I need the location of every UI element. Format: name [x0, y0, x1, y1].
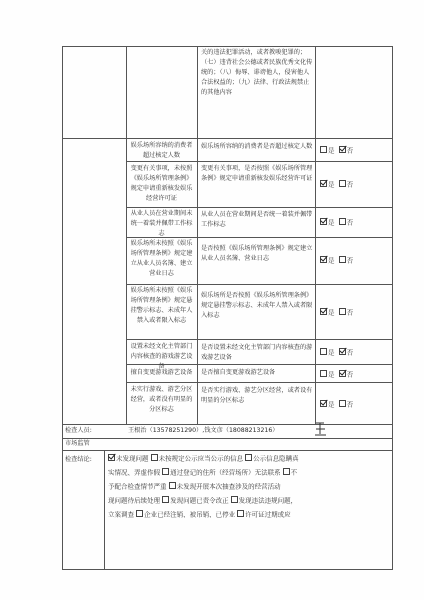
- row4-yes-box[interactable]: [320, 256, 327, 263]
- row2-no-label: 否: [346, 180, 354, 189]
- row6-options: [320, 348, 353, 357]
- opt-not-public-box[interactable]: [151, 454, 158, 461]
- signature-glyph: [314, 420, 328, 438]
- opt-no-cooperate-label: 不: [290, 468, 298, 477]
- conclusion-line5: [108, 510, 291, 519]
- line3-text: 予配合检查情节严重: [108, 482, 167, 491]
- opt-no-contact-box[interactable]: [162, 468, 169, 475]
- conclusion-line1: [108, 454, 299, 463]
- row8-item: 未实行游戏、游艺分区经营，或者没有明显的分区标志: [130, 386, 193, 413]
- row1-options: [320, 146, 353, 155]
- row2-yes-box[interactable]: [320, 180, 327, 187]
- row4-item: 娱乐场所未按照《娱乐场所管理条例》规定建立从业人员名簿、建立营业日志: [130, 240, 193, 277]
- opt-hide-label: 公示信息隐瞒真: [253, 454, 299, 463]
- row8-yes-box[interactable]: [320, 400, 327, 407]
- row8-content: 是否实行游戏、游艺分区经营，或者设有明显的分区标志: [201, 387, 313, 404]
- row7-options: [320, 370, 353, 379]
- row6-no-label: 否: [346, 348, 354, 357]
- row1-item: 娱乐场所容纳的消费者超过核定人数: [130, 142, 193, 159]
- opt-illegal-box[interactable]: [231, 496, 238, 503]
- opt-cancelled-box[interactable]: [136, 510, 143, 517]
- row5-yes-label: 是: [328, 308, 335, 317]
- opt-no-issue-box[interactable]: [108, 454, 115, 461]
- row3-item: 从业人员在营业期间未统一着装并佩带工作标志: [130, 210, 193, 237]
- row5-options: [320, 308, 353, 317]
- row8-no-box[interactable]: [339, 400, 346, 407]
- row7-yes-box[interactable]: [320, 370, 327, 377]
- row7-no-label: 否: [346, 370, 354, 379]
- row7-content: 是否擅自变更游戏游艺设备: [201, 369, 276, 376]
- row2-yes-label: 是: [328, 180, 335, 189]
- market-label: 市场监管: [65, 440, 90, 447]
- row3-yes-label: 是: [328, 218, 335, 227]
- opt-no-contact-label: 通过登记的住所（经营场所）无法联系: [170, 468, 281, 477]
- row1-no-box[interactable]: [339, 146, 346, 153]
- row8-yes-label: 是: [328, 400, 335, 409]
- row5-no-label: 否: [346, 308, 354, 317]
- row3-options: [320, 218, 353, 227]
- row3-no-label: 否: [346, 218, 354, 227]
- row8-no-label: 否: [346, 400, 354, 409]
- row6-content: 是否设置未经文化主管部门内容核查的游戏游艺设备: [201, 344, 313, 361]
- row2-content: 变更有关事项，是否按照《娱乐场所管理条例》规定申请重新核发娱乐经营许可证: [201, 165, 313, 182]
- row7-yes-label: 是: [328, 370, 335, 379]
- opt-cancelled-label: 企业已经注销、被吊销、已停业: [144, 510, 236, 519]
- row4-yes-label: 是: [328, 256, 335, 265]
- row4-options: [320, 256, 353, 265]
- row0-content: 关的违法犯罪活动，或者教唆犯罪的；（七）违背社会公德或者民族优秀文化传统的；（八）侮辱、诽谤他人，侵害他人合法权益的；（九）法律、行政法规禁止的其他内容: [201, 49, 313, 96]
- opt-corrected-label: 发现问题已责令改正: [170, 496, 229, 505]
- row3-no-box[interactable]: [339, 218, 346, 225]
- row4-no-box[interactable]: [339, 256, 346, 263]
- row5-content: 娱乐场所是否按照《娱乐场所管理条例》规定悬挂警示标志、未成年人禁入或者限入标志: [201, 292, 313, 319]
- opt-expired-label: 许可证过期或应: [245, 510, 291, 519]
- conclusion-line2: [108, 468, 297, 477]
- line2-text: 实情况、弄虚作假: [108, 468, 160, 477]
- row4-content: 是否按照《娱乐场所管理条例》规定建立从业人员名簿、营业日志: [201, 245, 313, 262]
- opt-expired-box[interactable]: [237, 510, 244, 517]
- row2-options: [320, 180, 353, 189]
- row8-options: [320, 400, 353, 409]
- line4-text: 现问题待后续处理: [108, 496, 160, 505]
- conclusion-label: 检查结论:: [65, 456, 92, 463]
- row4-no-label: 否: [346, 256, 354, 265]
- row1-yes-label: 是: [328, 146, 335, 155]
- conclusion-line3: [108, 482, 281, 491]
- opt-illegal-label: 发现违法违规问题，: [238, 496, 298, 505]
- opt-no-activity-box[interactable]: [169, 482, 176, 489]
- opt-hide-box[interactable]: [245, 454, 252, 461]
- opt-not-public-label: 未按规定公示应当公示的信息: [158, 454, 244, 463]
- row1-content: 娱乐场所容纳的消费者是否超过核定人数: [201, 143, 313, 150]
- row2-no-box[interactable]: [339, 180, 346, 187]
- inspector-label: 检查人员:: [65, 427, 92, 434]
- row6-no-box[interactable]: [339, 348, 346, 355]
- row1-yes-box[interactable]: [320, 146, 327, 153]
- line5-text: 立案调查: [108, 510, 134, 519]
- row7-item: 擅自变更游戏游艺设备: [130, 369, 193, 376]
- inspection-table: [62, 46, 392, 570]
- opt-no-activity-label: 未发现开展本次抽查涉及的经营活动: [176, 482, 281, 491]
- row5-no-box[interactable]: [339, 308, 346, 315]
- signature-mark: [314, 420, 328, 441]
- opt-no-cooperate-box[interactable]: [283, 468, 290, 475]
- row5-yes-box[interactable]: [320, 308, 327, 315]
- opt-no-issue-label: 未发现问题: [116, 454, 149, 463]
- row2-item: 变更有关事项，未按照《娱乐场所管理条例》规定申请重新核发娱乐经营许可证: [130, 165, 193, 202]
- row7-no-box[interactable]: [339, 370, 346, 377]
- inspector-value: 王根治（13578251290）,钱文彦（18088213216）: [128, 427, 279, 434]
- row5-item: 娱乐场所未按照《娱乐场所管理条例》规定悬挂警示标志、未成年人禁入或者限入标志: [130, 287, 193, 324]
- row6-yes-box[interactable]: [320, 348, 327, 355]
- row1-no-label: 否: [346, 146, 354, 155]
- conclusion-line4: [108, 496, 297, 505]
- opt-corrected-box[interactable]: [162, 496, 169, 503]
- row6-yes-label: 是: [328, 348, 335, 357]
- row6-item: 设置未经文化主管部门内容核查的游戏游艺设备: [130, 343, 193, 370]
- row3-content: 从业人员在营业期间是否统一着装并佩带工作标志: [201, 211, 313, 228]
- row3-yes-box[interactable]: [320, 218, 327, 225]
